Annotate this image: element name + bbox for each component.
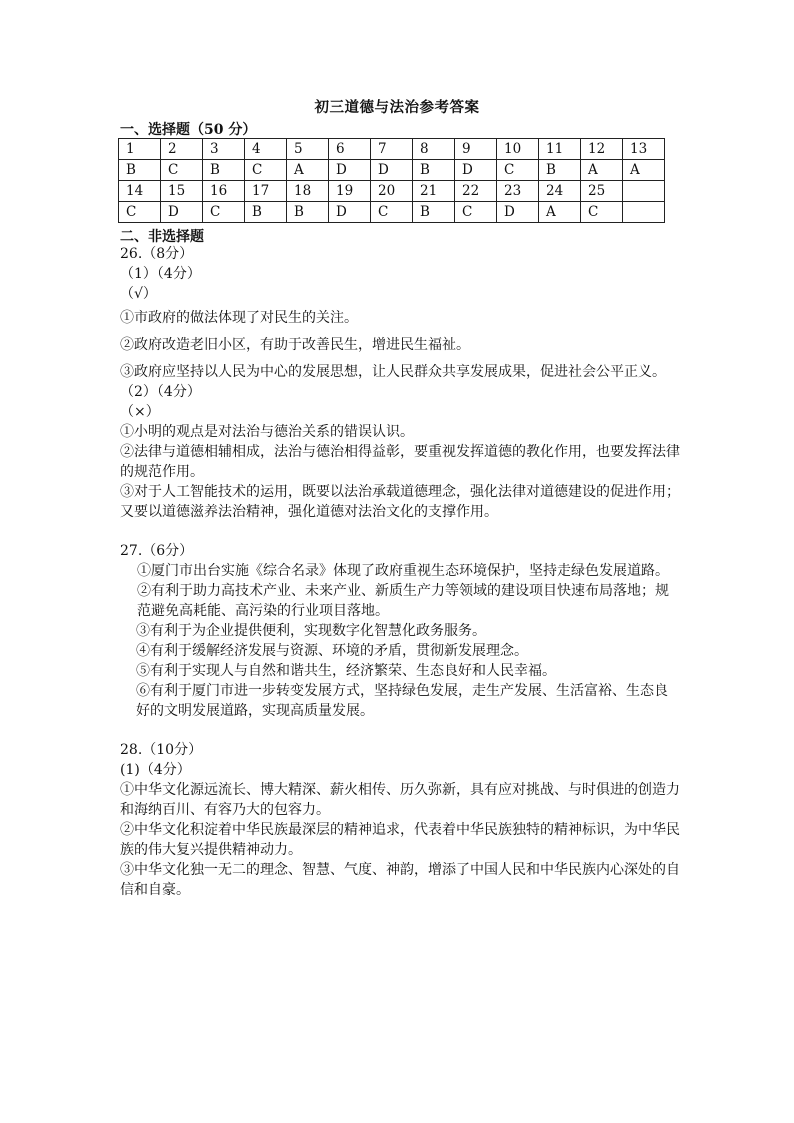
answer-table-cell: B <box>413 160 455 181</box>
answer-table-cell: C <box>497 160 539 181</box>
answer-item: ②有利于助力高技术产业、未来产业、新质生产力等领域的建设项目快速布局落地；规范避免高耗能、高污染的行业项目落地。 <box>137 583 669 619</box>
non-choice-answers <box>120 244 680 900</box>
answer-table-cell: 14 <box>119 181 161 202</box>
answer-table-cell: 20 <box>371 181 413 202</box>
question-27-header: 27.（6分） <box>120 543 194 559</box>
answer-item: ③中华文化独一无二的理念、智慧、气度、神韵，增添了中国人民和中华民族内心深处的自信和自豪。 <box>120 862 680 898</box>
answer-table-row <box>119 160 665 181</box>
question-26-part1-mark: （√） <box>120 286 157 302</box>
answer-table-cell: 21 <box>413 181 455 202</box>
answer-item: ④有利于缓解经济发展与资源、环境的矛盾，贯彻新发展理念。 <box>136 643 528 659</box>
answer-table-cell: C <box>371 202 413 223</box>
answer-table-cell: 7 <box>371 139 413 160</box>
answer-table-cell: 10 <box>497 139 539 160</box>
answer-table-cell: 12 <box>581 139 623 160</box>
answer-table-cell: D <box>455 160 497 181</box>
answer-table-row <box>119 202 665 223</box>
answer-table-cell: 18 <box>287 181 329 202</box>
answer-table-cell: D <box>329 202 371 223</box>
answer-table-cell: D <box>161 202 203 223</box>
answer-table-cell: B <box>119 160 161 181</box>
answer-table-cell: 2 <box>161 139 203 160</box>
answer-table-cell: A <box>287 160 329 181</box>
answer-table-cell: 5 <box>287 139 329 160</box>
section-heading-multiple-choice: 一、选择题（50 分） <box>120 122 257 138</box>
answer-table-cell: 9 <box>455 139 497 160</box>
answer-item: ③政府应坚持以人民为中心的发展思想，让人民群众共享发展成果，促进社会公平正义。 <box>120 364 666 380</box>
answer-item: ②政府改造老旧小区，有助于改善民生，增进民生福祉。 <box>120 337 470 353</box>
answer-item: ③对于人工智能技术的运用，既要以法治承载道德理念，强化法律对道德建设的促进作用；又要以道德滋养法治精神，强化道德对法治文化的支撑作用。 <box>120 484 680 520</box>
answer-table-cell: C <box>581 202 623 223</box>
section-heading-non-choice: 二、非选择题 <box>120 229 204 245</box>
answer-table-cell: 8 <box>413 139 455 160</box>
answer-table <box>118 138 665 223</box>
answer-table-cell: 6 <box>329 139 371 160</box>
question-26-part1-header: （1）（4分） <box>120 266 201 282</box>
answer-table-cell: D <box>371 160 413 181</box>
answer-table-cell: B <box>287 202 329 223</box>
answer-item: ②法律与道德相辅相成，法治与德治相得益彰，要重视发挥道德的教化作用，也要发挥法律的规范作用。 <box>120 444 680 480</box>
answer-table-cell: A <box>581 160 623 181</box>
answer-table-row <box>119 139 665 160</box>
answer-table-cell: D <box>497 202 539 223</box>
answer-item: ⑤有利于实现人与自然和谐共生，经济繁荣、生态良好和人民幸福。 <box>136 663 556 679</box>
answer-table-body <box>119 139 665 223</box>
answer-item: ①市政府的做法体现了对民生的关注。 <box>120 310 358 326</box>
answer-table-cell: A <box>623 160 665 181</box>
answer-table-cell: C <box>161 160 203 181</box>
answer-table-cell: 16 <box>203 181 245 202</box>
answer-table-cell: 23 <box>497 181 539 202</box>
question-28-part1-header: (1)（4分） <box>120 762 191 778</box>
answer-table-cell: B <box>413 202 455 223</box>
answer-item: ①中华文化源远流长、博大精深、薪火相传、历久弥新，具有应对挑战、与时俱进的创造力和海纳百川、有容乃大的包容力。 <box>120 782 680 818</box>
answer-table-cell: B <box>245 202 287 223</box>
answer-table-cell: 4 <box>245 139 287 160</box>
answer-item: ⑥有利于厦门市进一步转变发展方式，坚持绿色发展，走生产发展、生活富裕、生态良好的文明发展道路，实现高质量发展。 <box>136 683 668 719</box>
answer-table-cell: 25 <box>581 181 623 202</box>
answer-item: ①厦门市出台实施《综合名录》体现了政府重视生态环境保护，坚持走绿色发展道路。 <box>137 563 669 579</box>
answer-table-cell: C <box>245 160 287 181</box>
answer-table-cell: 3 <box>203 139 245 160</box>
answer-table-cell <box>623 202 665 223</box>
answer-table-cell: C <box>455 202 497 223</box>
answer-table-cell: 1 <box>119 139 161 160</box>
answer-table-row <box>119 181 665 202</box>
answer-table-cell: 22 <box>455 181 497 202</box>
answer-item: ③有利于为企业提供便利，实现数字化智慧化政务服务。 <box>136 623 486 639</box>
question-26-part2-mark: （×） <box>120 404 160 420</box>
answer-table-cell: C <box>119 202 161 223</box>
answer-table-cell: 19 <box>329 181 371 202</box>
answer-table-cell: 24 <box>539 181 581 202</box>
question-26-header: 26.（8分） <box>120 246 194 262</box>
answer-table-cell: C <box>203 202 245 223</box>
answer-table-cell: D <box>329 160 371 181</box>
answer-table-cell: 15 <box>161 181 203 202</box>
answer-table-cell: 17 <box>245 181 287 202</box>
page-title: 初三道德与法治参考答案 <box>314 99 480 116</box>
answer-item: ②中华文化积淀着中华民族最深层的精神追求，代表着中华民族独特的精神标识，为中华民族的伟大复兴提供精神动力。 <box>120 822 680 858</box>
answer-table-cell: A <box>539 202 581 223</box>
question-26-part2-header: （2）（4分） <box>120 384 201 400</box>
answer-table-cell: 13 <box>623 139 665 160</box>
answer-item: ①小明的观点是对法治与德治关系的错误认识。 <box>120 424 414 440</box>
question-28-header: 28.（10分） <box>120 742 203 758</box>
answer-table-cell: 11 <box>539 139 581 160</box>
answer-table-cell <box>623 181 665 202</box>
answer-table-cell: B <box>539 160 581 181</box>
answer-table-cell: B <box>203 160 245 181</box>
